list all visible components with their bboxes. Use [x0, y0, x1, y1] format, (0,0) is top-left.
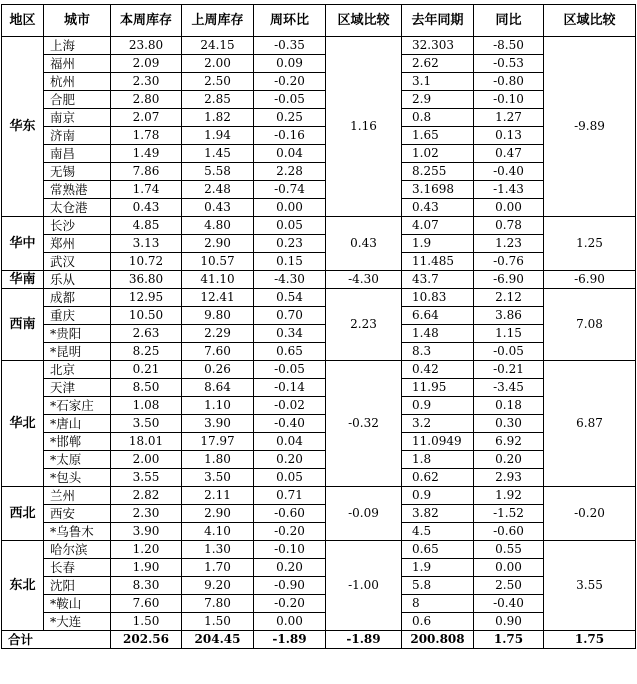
last-week-cell: 1.82 [182, 109, 254, 127]
last-week-cell: 2.00 [182, 55, 254, 73]
this-week-cell: 8.30 [111, 577, 182, 595]
wow-cell: -0.10 [254, 541, 326, 559]
region-cell: 西南 [2, 289, 44, 361]
this-week-cell: 2.30 [111, 73, 182, 91]
header-last-week: 上周库存 [182, 5, 254, 37]
city-cell: 天津 [44, 379, 111, 397]
wow-cell: 0.20 [254, 451, 326, 469]
this-week-cell: 3.50 [111, 415, 182, 433]
this-week-cell: 18.01 [111, 433, 182, 451]
yoy-cell: -0.53 [474, 55, 544, 73]
table-row [2, 217, 636, 235]
yoy-cell: -0.40 [474, 595, 544, 613]
total-row [2, 631, 636, 649]
last-week-cell: 1.45 [182, 145, 254, 163]
region-cell: 东北 [2, 541, 44, 631]
table-row [2, 613, 636, 631]
wow-cell: -0.90 [254, 577, 326, 595]
table-row [2, 487, 636, 505]
wow-cell: 0.71 [254, 487, 326, 505]
last-year-cell: 8.255 [402, 163, 474, 181]
yoy-cell: 0.18 [474, 397, 544, 415]
last-week-cell: 8.64 [182, 379, 254, 397]
last-year-cell: 2.62 [402, 55, 474, 73]
last-week-cell: 7.80 [182, 595, 254, 613]
total-wow: -1.89 [254, 631, 326, 649]
table-row [2, 361, 636, 379]
table-row [2, 541, 636, 559]
last-week-cell: 9.20 [182, 577, 254, 595]
yoy-cell: -0.21 [474, 361, 544, 379]
wow-cell: -0.20 [254, 73, 326, 91]
last-year-cell: 32.303 [402, 37, 474, 55]
total-yoy: 1.75 [474, 631, 544, 649]
last-week-cell: 0.43 [182, 199, 254, 217]
city-cell: *乌鲁木 [44, 523, 111, 541]
yoy-cell: 1.23 [474, 235, 544, 253]
last-week-cell: 7.60 [182, 343, 254, 361]
region-yoy-compare-cell: -0.20 [544, 487, 636, 541]
city-cell: 长春 [44, 559, 111, 577]
last-week-cell: 1.10 [182, 397, 254, 415]
this-week-cell: 2.82 [111, 487, 182, 505]
header-city: 城市 [44, 5, 111, 37]
wow-cell: -0.74 [254, 181, 326, 199]
city-cell: *昆明 [44, 343, 111, 361]
last-year-cell: 0.62 [402, 469, 474, 487]
city-cell: 兰州 [44, 487, 111, 505]
table-row [2, 595, 636, 613]
yoy-cell: 1.15 [474, 325, 544, 343]
yoy-cell: 6.92 [474, 433, 544, 451]
this-week-cell: 2.00 [111, 451, 182, 469]
this-week-cell: 2.63 [111, 325, 182, 343]
wow-cell: -0.20 [254, 595, 326, 613]
wow-cell: 0.00 [254, 613, 326, 631]
wow-cell: 0.25 [254, 109, 326, 127]
this-week-cell: 1.74 [111, 181, 182, 199]
table-row [2, 109, 636, 127]
last-year-cell: 0.43 [402, 199, 474, 217]
region-week-compare-cell: -4.30 [326, 271, 402, 289]
last-year-cell: 1.65 [402, 127, 474, 145]
wow-cell: 0.65 [254, 343, 326, 361]
city-cell: 上海 [44, 37, 111, 55]
wow-cell: -0.35 [254, 37, 326, 55]
table-row [2, 145, 636, 163]
last-week-cell: 2.29 [182, 325, 254, 343]
table-row [2, 127, 636, 145]
this-week-cell: 2.80 [111, 91, 182, 109]
wow-cell: 0.23 [254, 235, 326, 253]
city-cell: *邯郸 [44, 433, 111, 451]
region-cell: 华东 [2, 37, 44, 217]
wow-cell: 0.20 [254, 559, 326, 577]
region-yoy-compare-cell: -6.90 [544, 271, 636, 289]
region-yoy-compare-cell: 7.08 [544, 289, 636, 361]
this-week-cell: 1.50 [111, 613, 182, 631]
this-week-cell: 7.60 [111, 595, 182, 613]
table-row [2, 55, 636, 73]
yoy-cell: 0.78 [474, 217, 544, 235]
last-year-cell: 0.8 [402, 109, 474, 127]
wow-cell: 0.09 [254, 55, 326, 73]
last-year-cell: 5.8 [402, 577, 474, 595]
city-cell: 重庆 [44, 307, 111, 325]
wow-cell: -0.05 [254, 361, 326, 379]
last-year-cell: 1.48 [402, 325, 474, 343]
this-week-cell: 0.21 [111, 361, 182, 379]
last-year-cell: 1.9 [402, 235, 474, 253]
header-yoy-compare: 区域比较 [544, 5, 636, 37]
yoy-cell: 3.86 [474, 307, 544, 325]
last-week-cell: 3.90 [182, 415, 254, 433]
table-row [2, 433, 636, 451]
table-row [2, 163, 636, 181]
wow-cell: 0.34 [254, 325, 326, 343]
city-cell: 郑州 [44, 235, 111, 253]
table-row [2, 505, 636, 523]
total-yoy-compare: 1.75 [544, 631, 636, 649]
this-week-cell: 7.86 [111, 163, 182, 181]
yoy-cell: 0.90 [474, 613, 544, 631]
yoy-cell: -1.43 [474, 181, 544, 199]
region-yoy-compare-cell: 1.25 [544, 217, 636, 271]
city-cell: 杭州 [44, 73, 111, 91]
region-cell: 西北 [2, 487, 44, 541]
wow-cell: 0.05 [254, 217, 326, 235]
table-row [2, 559, 636, 577]
table-row [2, 397, 636, 415]
region-week-compare-cell: 1.16 [326, 37, 402, 217]
city-cell: 济南 [44, 127, 111, 145]
last-year-cell: 3.1 [402, 73, 474, 91]
last-week-cell: 1.94 [182, 127, 254, 145]
this-week-cell: 8.25 [111, 343, 182, 361]
last-year-cell: 4.07 [402, 217, 474, 235]
wow-cell: -0.05 [254, 91, 326, 109]
yoy-cell: -8.50 [474, 37, 544, 55]
city-cell: 沈阳 [44, 577, 111, 595]
this-week-cell: 0.43 [111, 199, 182, 217]
yoy-cell: 0.20 [474, 451, 544, 469]
city-cell: 南京 [44, 109, 111, 127]
last-week-cell: 17.97 [182, 433, 254, 451]
last-year-cell: 0.42 [402, 361, 474, 379]
wow-cell: 0.04 [254, 145, 326, 163]
city-cell: 乐从 [44, 271, 111, 289]
last-year-cell: 11.0949 [402, 433, 474, 451]
last-week-cell: 5.58 [182, 163, 254, 181]
wow-cell: 0.04 [254, 433, 326, 451]
last-year-cell: 0.65 [402, 541, 474, 559]
yoy-cell: -3.45 [474, 379, 544, 397]
this-week-cell: 3.55 [111, 469, 182, 487]
region-week-compare-cell: -1.00 [326, 541, 402, 631]
this-week-cell: 2.07 [111, 109, 182, 127]
table-row [2, 379, 636, 397]
last-week-cell: 2.90 [182, 505, 254, 523]
yoy-cell: 2.12 [474, 289, 544, 307]
city-cell: *石家庄 [44, 397, 111, 415]
total-week-compare: -1.89 [326, 631, 402, 649]
region-yoy-compare-cell: 3.55 [544, 541, 636, 631]
region-yoy-compare-cell: 6.87 [544, 361, 636, 487]
last-year-cell: 0.9 [402, 397, 474, 415]
last-year-cell: 10.83 [402, 289, 474, 307]
this-week-cell: 10.50 [111, 307, 182, 325]
yoy-cell: -0.05 [474, 343, 544, 361]
wow-cell: 0.70 [254, 307, 326, 325]
last-week-cell: 2.11 [182, 487, 254, 505]
wow-cell: 0.54 [254, 289, 326, 307]
yoy-cell: -6.90 [474, 271, 544, 289]
region-week-compare-cell: -0.32 [326, 361, 402, 487]
this-week-cell: 8.50 [111, 379, 182, 397]
table-row [2, 307, 636, 325]
region-cell: 华中 [2, 217, 44, 271]
this-week-cell: 2.30 [111, 505, 182, 523]
region-week-compare-cell: 0.43 [326, 217, 402, 271]
table-row [2, 271, 636, 289]
region-cell: 华北 [2, 361, 44, 487]
last-year-cell: 43.7 [402, 271, 474, 289]
city-cell: 长沙 [44, 217, 111, 235]
wow-cell: -0.60 [254, 505, 326, 523]
last-week-cell: 10.57 [182, 253, 254, 271]
header-this-week: 本周库存 [111, 5, 182, 37]
yoy-cell: 2.93 [474, 469, 544, 487]
last-year-cell: 0.6 [402, 613, 474, 631]
header-last-year: 去年同期 [402, 5, 474, 37]
last-year-cell: 2.9 [402, 91, 474, 109]
table-row [2, 469, 636, 487]
last-week-cell: 2.50 [182, 73, 254, 91]
wow-cell: 0.00 [254, 199, 326, 217]
total-last-week: 204.45 [182, 631, 254, 649]
last-year-cell: 4.5 [402, 523, 474, 541]
this-week-cell: 3.13 [111, 235, 182, 253]
table-body [2, 37, 636, 649]
yoy-cell: 1.92 [474, 487, 544, 505]
this-week-cell: 1.78 [111, 127, 182, 145]
last-week-cell: 2.85 [182, 91, 254, 109]
yoy-cell: -0.10 [474, 91, 544, 109]
last-week-cell: 4.10 [182, 523, 254, 541]
table-row [2, 289, 636, 307]
last-year-cell: 1.9 [402, 559, 474, 577]
last-year-cell: 1.02 [402, 145, 474, 163]
last-week-cell: 41.10 [182, 271, 254, 289]
last-week-cell: 0.26 [182, 361, 254, 379]
wow-cell: -0.02 [254, 397, 326, 415]
table-row [2, 199, 636, 217]
yoy-cell: 1.27 [474, 109, 544, 127]
table-row [2, 73, 636, 91]
yoy-cell: 2.50 [474, 577, 544, 595]
city-cell: *太原 [44, 451, 111, 469]
last-year-cell: 1.8 [402, 451, 474, 469]
city-cell: 武汉 [44, 253, 111, 271]
last-week-cell: 9.80 [182, 307, 254, 325]
table-row [2, 523, 636, 541]
header-row [2, 5, 636, 37]
this-week-cell: 2.09 [111, 55, 182, 73]
table-row [2, 325, 636, 343]
city-cell: 南昌 [44, 145, 111, 163]
last-year-cell: 11.95 [402, 379, 474, 397]
header-week-compare: 区域比较 [326, 5, 402, 37]
last-week-cell: 1.50 [182, 613, 254, 631]
city-cell: *大连 [44, 613, 111, 631]
this-week-cell: 1.08 [111, 397, 182, 415]
header-wow: 周环比 [254, 5, 326, 37]
last-year-cell: 3.1698 [402, 181, 474, 199]
wow-cell: 0.05 [254, 469, 326, 487]
last-week-cell: 1.70 [182, 559, 254, 577]
region-yoy-compare-cell: -9.89 [544, 37, 636, 217]
city-cell: 福州 [44, 55, 111, 73]
this-week-cell: 23.80 [111, 37, 182, 55]
table-row [2, 91, 636, 109]
last-year-cell: 8 [402, 595, 474, 613]
last-year-cell: 0.9 [402, 487, 474, 505]
city-cell: 成都 [44, 289, 111, 307]
region-week-compare-cell: 2.23 [326, 289, 402, 361]
this-week-cell: 12.95 [111, 289, 182, 307]
wow-cell: -4.30 [254, 271, 326, 289]
yoy-cell: -1.52 [474, 505, 544, 523]
yoy-cell: -0.60 [474, 523, 544, 541]
table-row [2, 37, 636, 55]
last-year-cell: 3.2 [402, 415, 474, 433]
table-row [2, 577, 636, 595]
wow-cell: -0.16 [254, 127, 326, 145]
city-cell: 哈尔滨 [44, 541, 111, 559]
last-week-cell: 1.80 [182, 451, 254, 469]
table-row [2, 415, 636, 433]
wow-cell: -0.14 [254, 379, 326, 397]
this-week-cell: 1.49 [111, 145, 182, 163]
this-week-cell: 1.90 [111, 559, 182, 577]
table-row [2, 343, 636, 361]
total-last-year: 200.808 [402, 631, 474, 649]
this-week-cell: 10.72 [111, 253, 182, 271]
wow-cell: 2.28 [254, 163, 326, 181]
wow-cell: -0.40 [254, 415, 326, 433]
yoy-cell: 0.00 [474, 199, 544, 217]
city-cell: 合肥 [44, 91, 111, 109]
city-cell: *包头 [44, 469, 111, 487]
yoy-cell: 0.47 [474, 145, 544, 163]
table-row [2, 451, 636, 469]
city-cell: *唐山 [44, 415, 111, 433]
this-week-cell: 1.20 [111, 541, 182, 559]
inventory-table [1, 4, 636, 649]
yoy-cell: 0.13 [474, 127, 544, 145]
table-row [2, 235, 636, 253]
last-year-cell: 3.82 [402, 505, 474, 523]
city-cell: 西安 [44, 505, 111, 523]
yoy-cell: -0.40 [474, 163, 544, 181]
total-label: 合计 [2, 631, 111, 649]
table-row [2, 253, 636, 271]
this-week-cell: 3.90 [111, 523, 182, 541]
yoy-cell: 0.00 [474, 559, 544, 577]
last-year-cell: 8.3 [402, 343, 474, 361]
city-cell: *贵阳 [44, 325, 111, 343]
region-week-compare-cell: -0.09 [326, 487, 402, 541]
last-year-cell: 11.485 [402, 253, 474, 271]
yoy-cell: 0.55 [474, 541, 544, 559]
this-week-cell: 36.80 [111, 271, 182, 289]
city-cell: 无锡 [44, 163, 111, 181]
last-week-cell: 24.15 [182, 37, 254, 55]
last-week-cell: 1.30 [182, 541, 254, 559]
header-yoy: 同比 [474, 5, 544, 37]
region-cell: 华南 [2, 271, 44, 289]
city-cell: 北京 [44, 361, 111, 379]
last-week-cell: 2.90 [182, 235, 254, 253]
total-this-week: 202.56 [111, 631, 182, 649]
last-week-cell: 3.50 [182, 469, 254, 487]
city-cell: 常熟港 [44, 181, 111, 199]
last-week-cell: 2.48 [182, 181, 254, 199]
this-week-cell: 4.85 [111, 217, 182, 235]
yoy-cell: -0.80 [474, 73, 544, 91]
last-week-cell: 12.41 [182, 289, 254, 307]
header-region: 地区 [2, 5, 44, 37]
last-week-cell: 4.80 [182, 217, 254, 235]
city-cell: 太仓港 [44, 199, 111, 217]
yoy-cell: -0.76 [474, 253, 544, 271]
wow-cell: -0.20 [254, 523, 326, 541]
city-cell: *鞍山 [44, 595, 111, 613]
last-year-cell: 6.64 [402, 307, 474, 325]
table-row [2, 181, 636, 199]
wow-cell: 0.15 [254, 253, 326, 271]
yoy-cell: 0.30 [474, 415, 544, 433]
